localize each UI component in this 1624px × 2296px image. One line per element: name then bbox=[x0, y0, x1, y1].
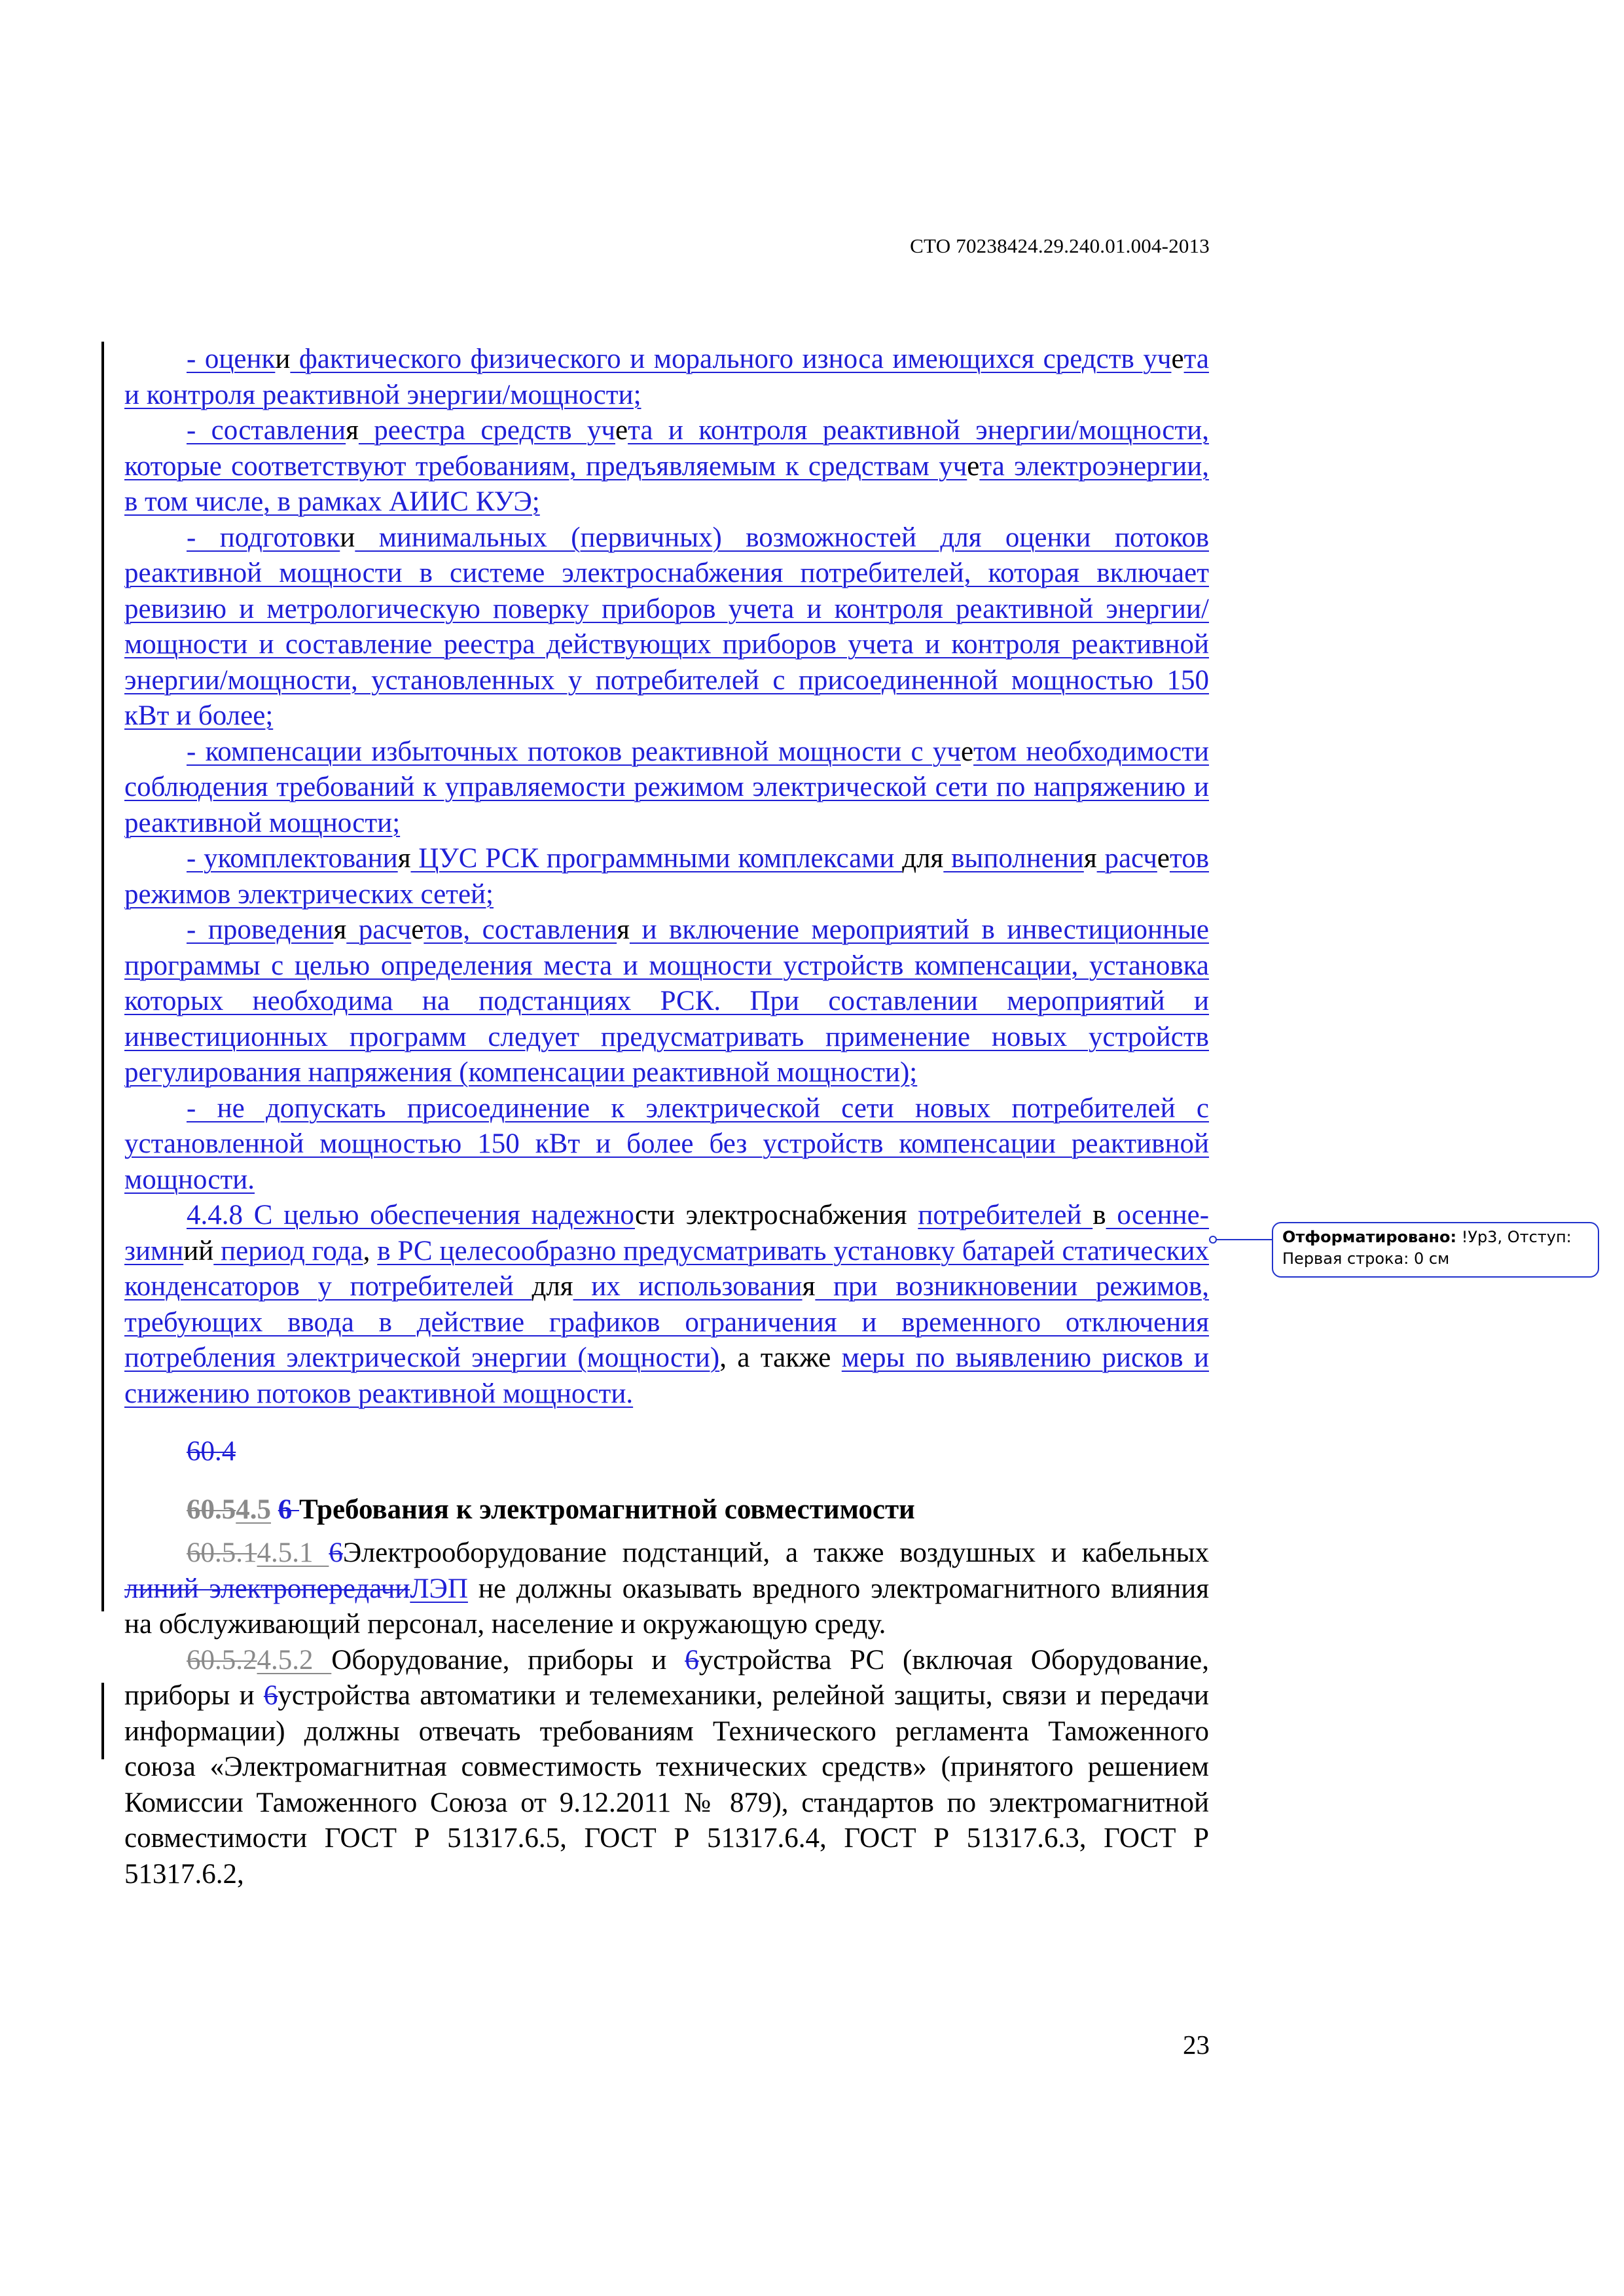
deleted-number bbox=[124, 1434, 1209, 1470]
text-run: я bbox=[346, 415, 359, 446]
text-run: не должны оказывать вредного электромагнитного влияния на обслуживающий персонал, население и окружающую среду. bbox=[124, 1573, 1209, 1640]
para-4-5-2 bbox=[124, 1643, 1209, 1893]
text-run: и bbox=[275, 344, 291, 374]
para-staffing bbox=[124, 841, 1209, 912]
document-body bbox=[124, 342, 1209, 1892]
text-run: Требования к электромагнитной совместимости bbox=[299, 1494, 915, 1525]
text-run: - оценк bbox=[187, 344, 276, 374]
text-run: я bbox=[802, 1271, 816, 1302]
comment-label: Отформатировано: bbox=[1282, 1228, 1457, 1246]
text-run: - подготовк bbox=[187, 522, 340, 553]
text-run: я bbox=[397, 843, 411, 874]
para-preparation bbox=[124, 520, 1209, 734]
text-run: линий электропередачи bbox=[124, 1573, 410, 1604]
text-run: расч bbox=[346, 914, 412, 945]
text-run: 4.5.2 bbox=[257, 1644, 332, 1676]
text-run: в РС целесообразно предусматривать установку батарей статических конденсаторов у потребителей bbox=[124, 1235, 1210, 1302]
page-number: 23 bbox=[1183, 2030, 1210, 2060]
text-run: 60.5 bbox=[187, 1494, 236, 1525]
text-run: та и контроля реактивной энергии/мощности, которые соответствуют требованиям, предъявляемым к средствам уч bbox=[124, 415, 1209, 482]
text-run: потребителей bbox=[918, 1200, 1093, 1230]
text-run: осенне-зимн bbox=[124, 1200, 1210, 1266]
text-run: для bbox=[532, 1271, 573, 1302]
para-compensation bbox=[124, 734, 1209, 842]
para-4-4-8 bbox=[124, 1198, 1209, 1412]
text-run: 4.5.1 bbox=[257, 1537, 329, 1568]
text-run: е bbox=[1171, 344, 1184, 374]
text-run: минимальных (первичных) возможностей для оценки потоков реактивной мощности в системе электроснабжения потребителей, которая включает ревизию и метрологическую поверку приборов учета и контроля реактивной энергии/мощности и составление реестра действующих приборов учета и контроля реактивной энергии/мощности, установленных у потребителей с присоединенной мощностью 150 кВт и более; bbox=[124, 522, 1209, 731]
formatting-comment-balloon[interactable] bbox=[1272, 1222, 1599, 1278]
text-run: - составлени bbox=[187, 415, 346, 446]
change-bar-bottom bbox=[101, 1683, 104, 1759]
text-run: я bbox=[333, 914, 347, 945]
para-assessment bbox=[124, 342, 1209, 413]
para-restriction bbox=[124, 1091, 1209, 1198]
text-run: , а также bbox=[719, 1342, 842, 1373]
text-run: Электрооборудование подстанций, а также воздушных и кабельных bbox=[342, 1537, 1209, 1568]
text-run: и включение мероприятий в инвестиционные программы с целью определения места и мощности устройств компенсации, установка которых необходима на подстанциях РСК. При составлении мероприятий и инвестиционных программ следует предусматривать применение новых устройств регулирования напряжения (компенсации реактивной мощности); bbox=[124, 914, 1209, 1088]
text-run: 60.5.1 bbox=[187, 1537, 257, 1568]
text-run: ий bbox=[183, 1235, 214, 1266]
text-run: 4.5 bbox=[236, 1494, 271, 1525]
section-heading-emc bbox=[124, 1492, 1209, 1528]
comment-text: !Ур3, Отступ: Первая строка: 0 см bbox=[1282, 1228, 1572, 1268]
para-4-5-1 bbox=[124, 1535, 1209, 1643]
text-run: - укомплектовани bbox=[187, 843, 398, 874]
text-run: е bbox=[967, 450, 980, 482]
comment-connector bbox=[1216, 1239, 1272, 1240]
text-run: Оборудование, приборы и bbox=[331, 1644, 685, 1676]
text-run: та и контроля реактивной энергии/мощности; bbox=[124, 344, 1209, 410]
text-run: 6 bbox=[278, 1494, 299, 1525]
text-run: 6 bbox=[329, 1537, 343, 1568]
text-run: ЦУС РСК программными комплексами bbox=[410, 843, 903, 874]
change-bar-top bbox=[101, 342, 104, 1611]
text-run: - компенсации избыточных потоков реактивной мощности с уч bbox=[187, 736, 961, 767]
text-run: меры по выявлению рисков и снижению потоков реактивной мощности. bbox=[124, 1342, 1210, 1409]
text-run: период года bbox=[213, 1235, 363, 1266]
text-run: для bbox=[902, 843, 944, 874]
text-run: - не допускать присоединение к электрической сети новых потребителей с установленной мощностью 150 кВт и более без устройств компенсации реактивной мощности. bbox=[124, 1092, 1209, 1195]
text-run: выполнени bbox=[943, 843, 1084, 874]
text-run: сти электроснабжения bbox=[634, 1200, 918, 1230]
para-measures bbox=[124, 912, 1209, 1091]
text-run: в bbox=[1092, 1200, 1106, 1230]
text-run: расч bbox=[1096, 843, 1157, 874]
text-run: та электроэнергии, в том числе, в рамках АИИС КУЭ; bbox=[124, 450, 1209, 517]
text-run: при возникновении режимов, требующих ввода в действие графиков ограничения и временного отключения потребления электрической энергии (мощности) bbox=[124, 1271, 1210, 1373]
text-run: и bbox=[340, 522, 355, 553]
text-run: е bbox=[411, 914, 424, 945]
text-run: реестра средств уч bbox=[358, 415, 615, 446]
text-run: 6 bbox=[685, 1644, 699, 1676]
text-run: 6 bbox=[263, 1680, 278, 1711]
text-run: том необходимости соблюдения требований к управляемости режимом электрической сети по напряжению и реактивной мощности; bbox=[124, 736, 1209, 838]
text-run: - проведени bbox=[187, 914, 334, 945]
text-run: их использовани bbox=[573, 1271, 803, 1302]
text-run: фактического физического и морального износа имеющихся средств уч bbox=[290, 344, 1172, 374]
text-run: тов, составлени bbox=[424, 914, 617, 945]
text-run: 60.5.2 bbox=[187, 1644, 257, 1676]
text-run: устройства автоматики и телемеханики, релейной защиты, связи и передачи информации) должны отвечать требованиям Технического регламента Таможенного союза «Электромагнитная совместимость технических средств» (принятого решением Комиссии Таможенного Союза от 9.12.2011 № 879), стандартов по электромагнитной совместимости ГОСТ Р 51317.6.5, ГОСТ Р 51317.6.4, ГОСТ Р 51317.6.3, ГОСТ Р 51317.6.2, bbox=[124, 1680, 1209, 1890]
text-run: я bbox=[1083, 843, 1097, 874]
text-run bbox=[271, 1494, 278, 1525]
text-run: е bbox=[1157, 843, 1170, 874]
text-run: 4.4.8 С целью обеспечения надежно bbox=[187, 1200, 635, 1230]
document-code-header: СТО 70238424.29.240.01.004-2013 bbox=[910, 234, 1210, 257]
text-run: е bbox=[615, 415, 628, 446]
text-run: я bbox=[617, 914, 630, 945]
text-run: е bbox=[960, 736, 974, 767]
para-registry bbox=[124, 413, 1209, 520]
text-run: ЛЭП bbox=[410, 1573, 468, 1604]
text-run: 60.4 bbox=[187, 1436, 236, 1467]
text-run: устройства РС (включая Оборудование, приборы и bbox=[124, 1644, 1209, 1711]
text-run: , bbox=[363, 1235, 378, 1266]
text-run: тов режимов электрических сетей; bbox=[124, 843, 1209, 910]
